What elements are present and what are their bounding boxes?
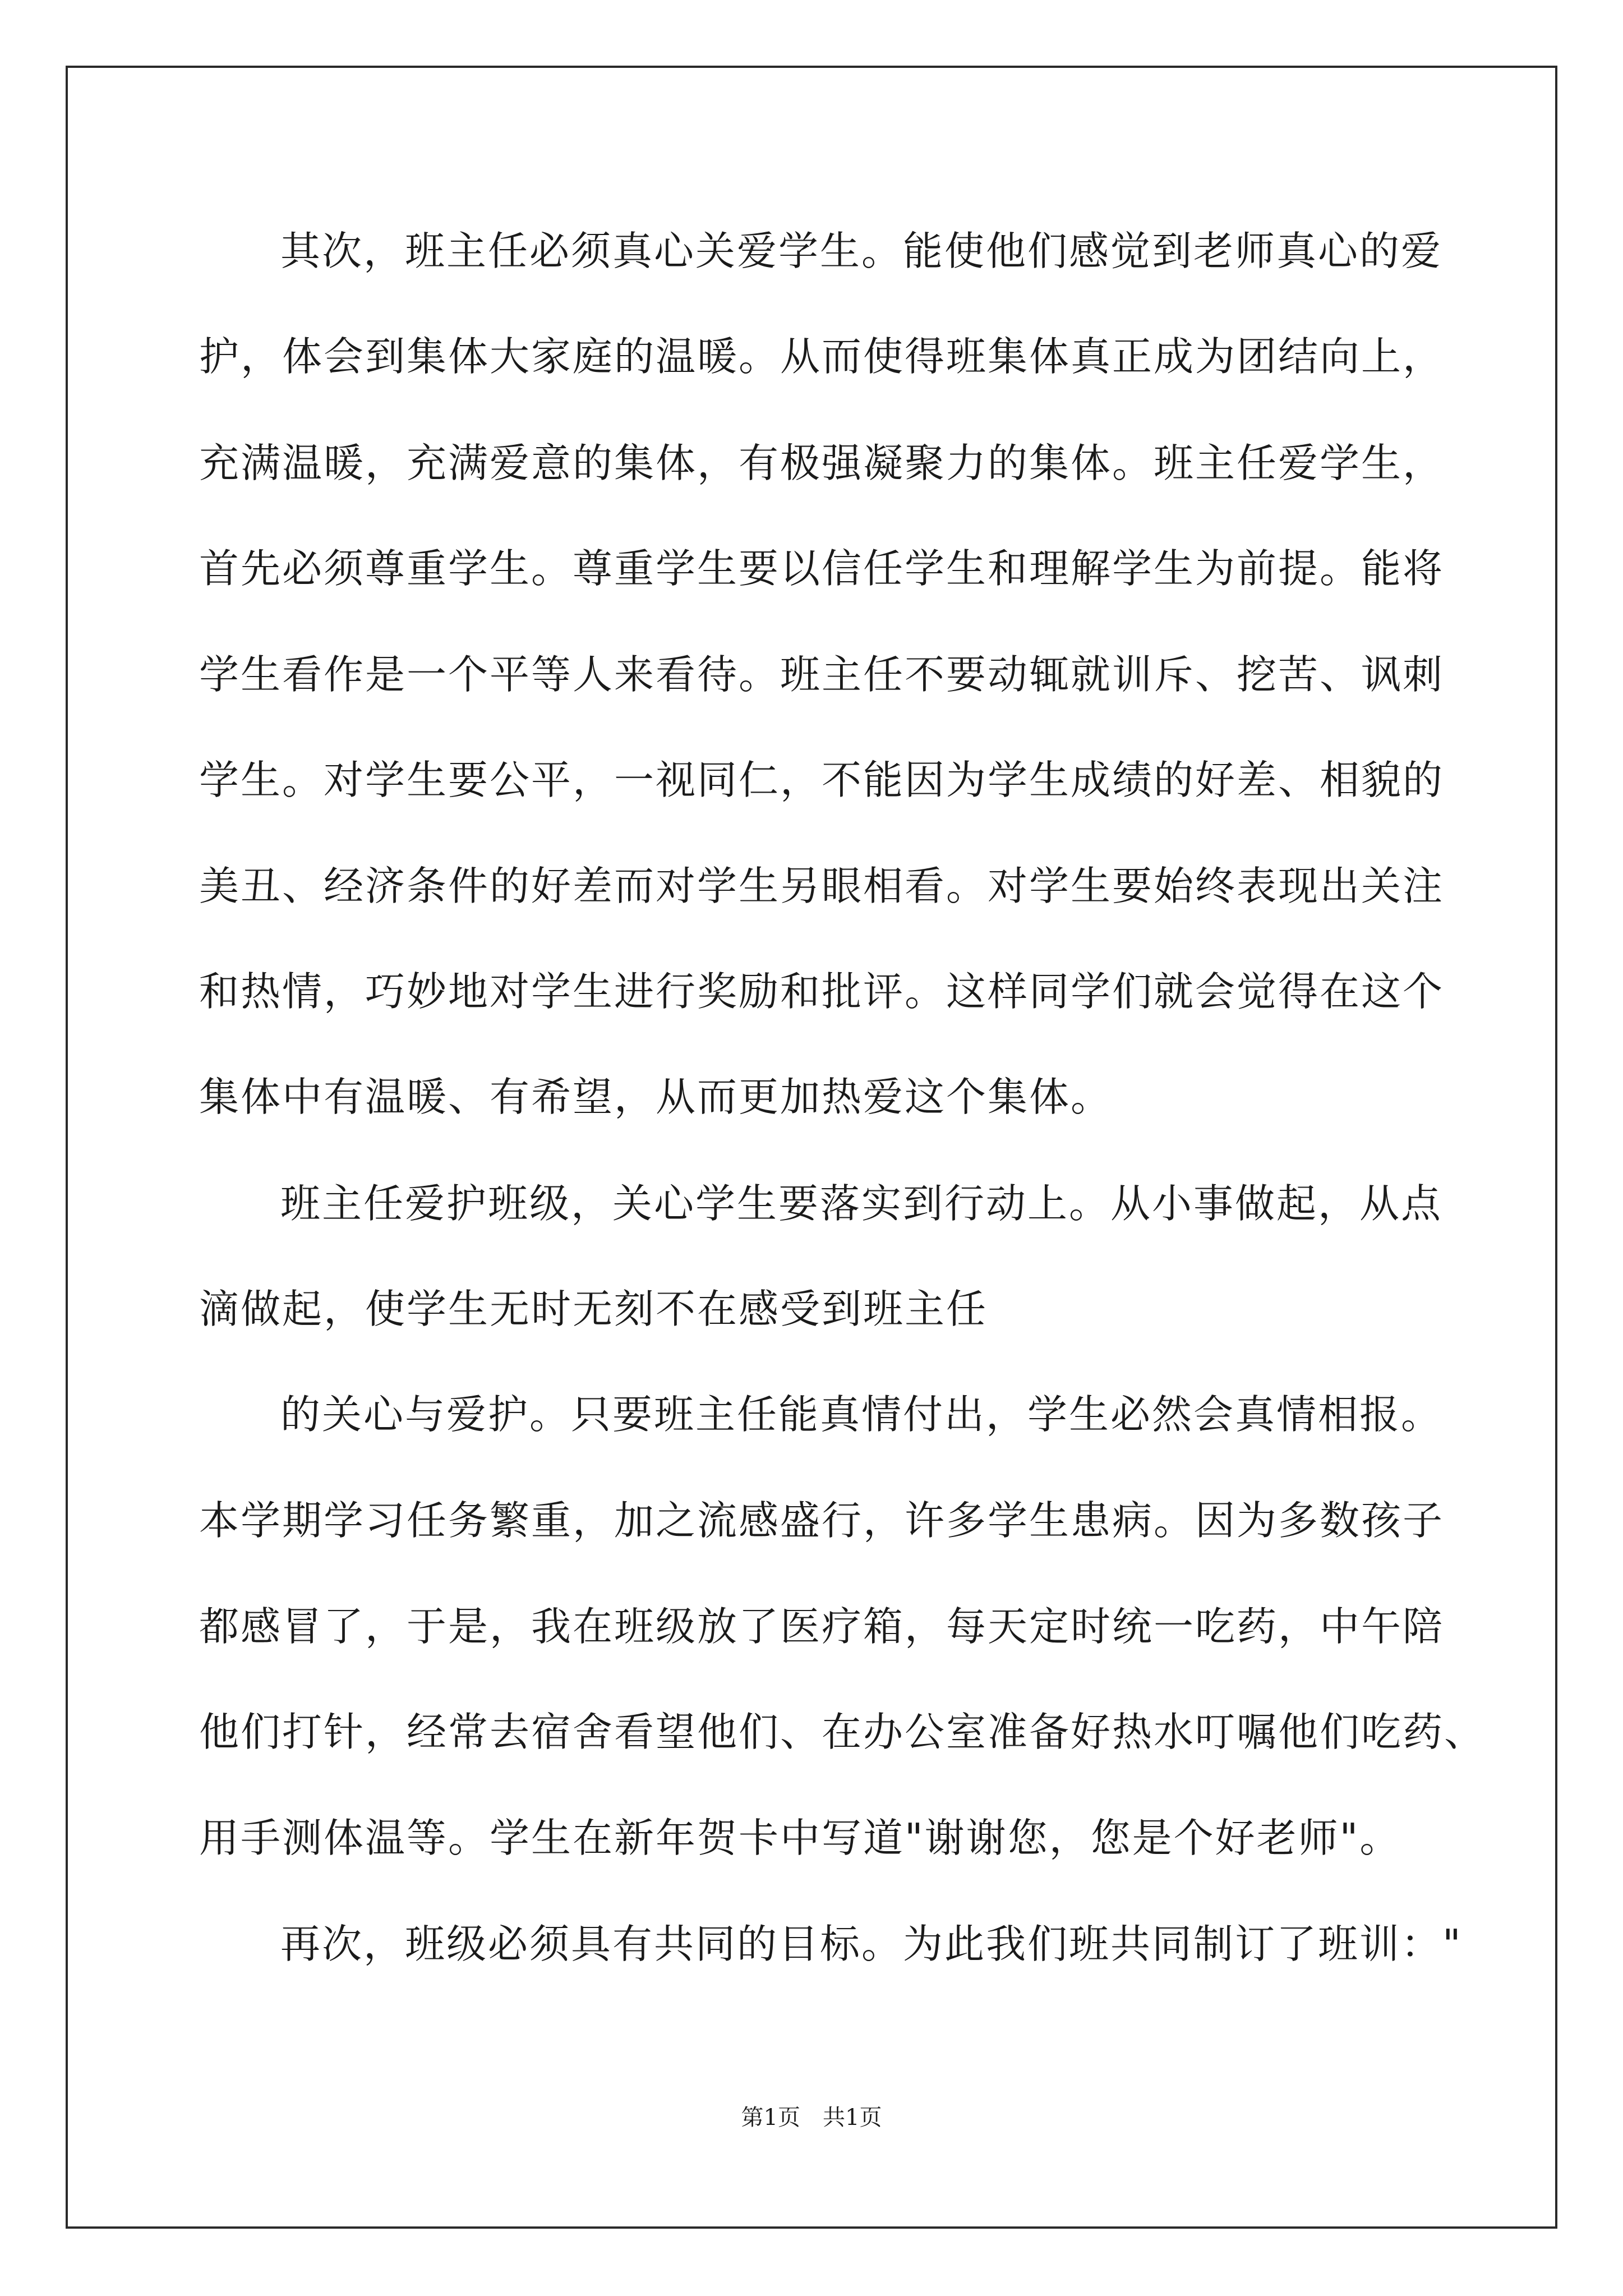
text-line-5: 学生看作是一个平等人来看待。班主任不要动辄就训斥、挖苦、讽刺: [199, 651, 1445, 698]
text-line-12: 的关心与爱护。只要班主任能真情付出，学生必然会真情相报。: [280, 1391, 1443, 1438]
text-line-9: 集体中有温暖、有希望，从而更加热爱这个集体。: [199, 1074, 1113, 1120]
text-line-10: 班主任爱护班级，关心学生要落实到行动上。从小事做起，从点: [280, 1180, 1443, 1227]
text-line-4: 首先必须尊重学生。尊重学生要以信任学生和理解学生为前提。能将: [199, 545, 1445, 592]
page-border: [66, 66, 1557, 2229]
text-line-6: 学生。对学生要公平，一视同仁，不能因为学生成绩的好差、相貌的: [199, 757, 1445, 803]
text-line-14: 都感冒了，于是，我在班级放了医疗箱，每天定时统一吃药，中午陪: [199, 1603, 1445, 1650]
text-line-17: 再次，班级必须具有共同的目标。为此我们班共同制订了班训：": [280, 1921, 1463, 1967]
text-line-8: 和热情，巧妙地对学生进行奖励和批评。这样同学们就会觉得在这个: [199, 968, 1445, 1015]
text-line-11: 滴做起，使学生无时无刻不在感受到班主任: [199, 1286, 988, 1332]
text-line-1: 其次，班主任必须真心关爱学生。能使他们感觉到老师真心的爱: [280, 228, 1443, 274]
text-line-7: 美丑、经济条件的好差而对学生另眼相看。对学生要始终表现出关注: [199, 863, 1445, 909]
text-line-2: 护，体会到集体大家庭的温暖。从而使得班集体真正成为团结向上，: [199, 333, 1445, 380]
text-line-15: 他们打针，经常去宿舍看望他们、在办公室准备好热水叮嘱他们吃药、: [199, 1709, 1486, 1755]
text-line-3: 充满温暖，充满爱意的集体，有极强凝聚力的集体。班主任爱学生，: [199, 440, 1445, 486]
text-line-13: 本学期学习任务繁重，加之流感盛行，许多学生患病。因为多数孩子: [199, 1497, 1445, 1544]
page-number-footer: 第1页 共1页: [741, 2105, 882, 2131]
text-line-16: 用手测体温等。学生在新年贺卡中写道"谢谢您，您是个好老师"。: [199, 1815, 1401, 1861]
